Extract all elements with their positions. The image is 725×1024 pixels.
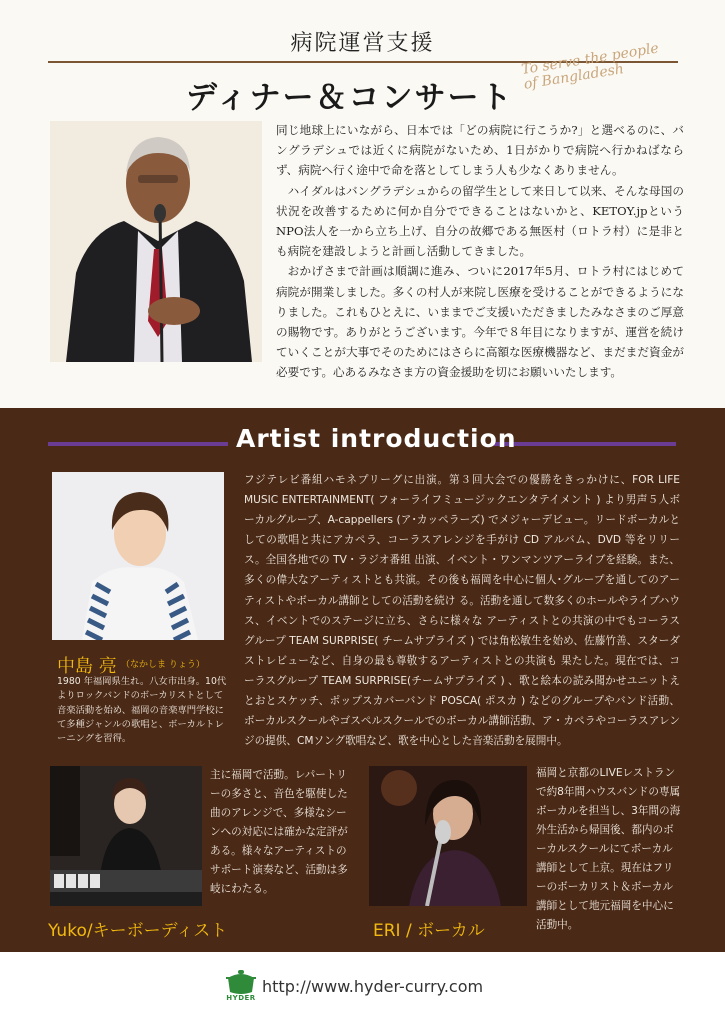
page-title: ディナー＆コンサート [186,80,514,116]
story-paragraph-3: おかげさまで計画は順調に進み、ついに2017年5月、ロトラ村にはじめて病院が開業しました。多くの村人が来院し医療を受けることができるようになりました。これもひとえに、いままでご支援いただきましたみなさまのご厚意の賜物です。ありがとうございます。今年で８年目になりますが、運営を続けていくことが大事でそのためにはさらに高額な医療機器など、まだまだ資金が必要です。心あるみなさま方の資金援助を切にお願いいたします。 [276,264,684,380]
artist-name-kana: （なかしま りょう） [121,660,205,670]
eri-bio: 福岡と京都のLIVEレストランで約8年間ハウスバンドの専属ボーカルを担当し、3年間の海外生活から帰国後、都内のボーカルスクールにてボーカル講師として上京。現在はフリーのボーカリスト＆ボーカル講師として地元福岡を中心に活動中。 [536,767,681,931]
yuko-photo [50,766,202,906]
heading-bar-right [494,442,676,446]
heading-bar-left [48,442,228,446]
subtitle: 病院運営支援 [290,31,435,56]
story-paragraph-1: 同じ地球上にいながら、日本では「どの病院に行こうか?」と選べるのに、バングラデシュでは近くに病院がないため、1日がかりで病院へ行かねばならず、病院へ行く途中で命を落としてしまう人も少なくありません。 [276,123,684,178]
yuko-name: Yuko/キーボーディスト [48,921,228,941]
eri-name: ERI / ボーカル [373,921,485,941]
story-text [276,120,684,383]
story-paragraph-2: ハイダルはバングラデシュからの留学生として来日して以来、そんな母国の状況を改善するために何か自分でできることはないかと、KETOY.jpというNPO法人を一から立ち上げ、自分の故郷である無医村（ロトラ村）に是非とも病院を建設しようと計画し活動してきました。 [276,183,684,259]
website-link[interactable]: http://www.hyder-curry.com [262,977,484,996]
yuko-bio: 主に福岡で活動。レパートリーの多さと、音色を駆使した曲のアレンジで、多様なシーンへの対応には確かな定評がある。様々なアーティストのサポート演奏など、活動は多岐にわたる。 [210,769,348,895]
artist-photo [52,472,224,640]
artist-name: 中島 亮 [57,656,117,677]
speaker-photo [50,121,262,362]
artist-heading: Artist introduction [236,424,517,453]
hyder-logo-icon [224,964,258,1004]
script-tagline: To serve the people of Bangladesh [520,40,660,93]
artist-profile: 1980 年福岡県生れ。八女市出身。10代よりロックバンドのボーカリストとして音楽活動を始め、福岡の音楽専門学校にて多種ジャンルの歌唱と、ボーカルトレーニングを習得。 [57,676,227,745]
hyder-logo-text: HYDER [226,994,256,1002]
main-artist-bio: フジテレビ番組ハモネプリーグに出演。第３回大会での優勝をきっかけに、FOR LIFE MUSIC ENTERTAINMENT( フォーライフミュージックエンタテイメント ) より男声５人ボーカルグループ、A-cappellers (ア･カッペラーズ) でメジャーデビュー。リードボーカルとしての歌唱と共にアカペラ、コーラスアレンジを手がけ CD アルバム、DVD 等をリリース。全国各地での TV・ラジオ番組 出演、イベント・ワンマンツアーライブを経験。また、多くの偉大なアーティストとも共演。その後も福岡を中心に個人･グループを通してのアーティストやボーカル講師としての活動を続け る。活動を通して数多くのホールやライブハウス、イベントでのステージに立ち、さらに様々な アーティストとの共演の中でもコーラスグループ TEAM SURPRISE( チームサプライズ ) では角松敏生を始め、佐藤竹善、スターダストレビューなど、自身の最も尊敬するアーティストとの共演も 果たした。現在では、コーラスグループ TEAM SURPRISE(チームサプライズ ) 、歌と絵本の読み聞かせユニットえとおとスケッチ、ポップスカバーバンド POSCA( ポスカ ) などのグループやバンド活動、ボーカルスクールやゴスペルスクールでのボーカル講師活動、ア・カペラやコーラスアレンジの提供、CMソング歌唱など、歌を中心とした音楽活動を展開中。 [244,474,680,748]
eri-photo [369,766,527,906]
